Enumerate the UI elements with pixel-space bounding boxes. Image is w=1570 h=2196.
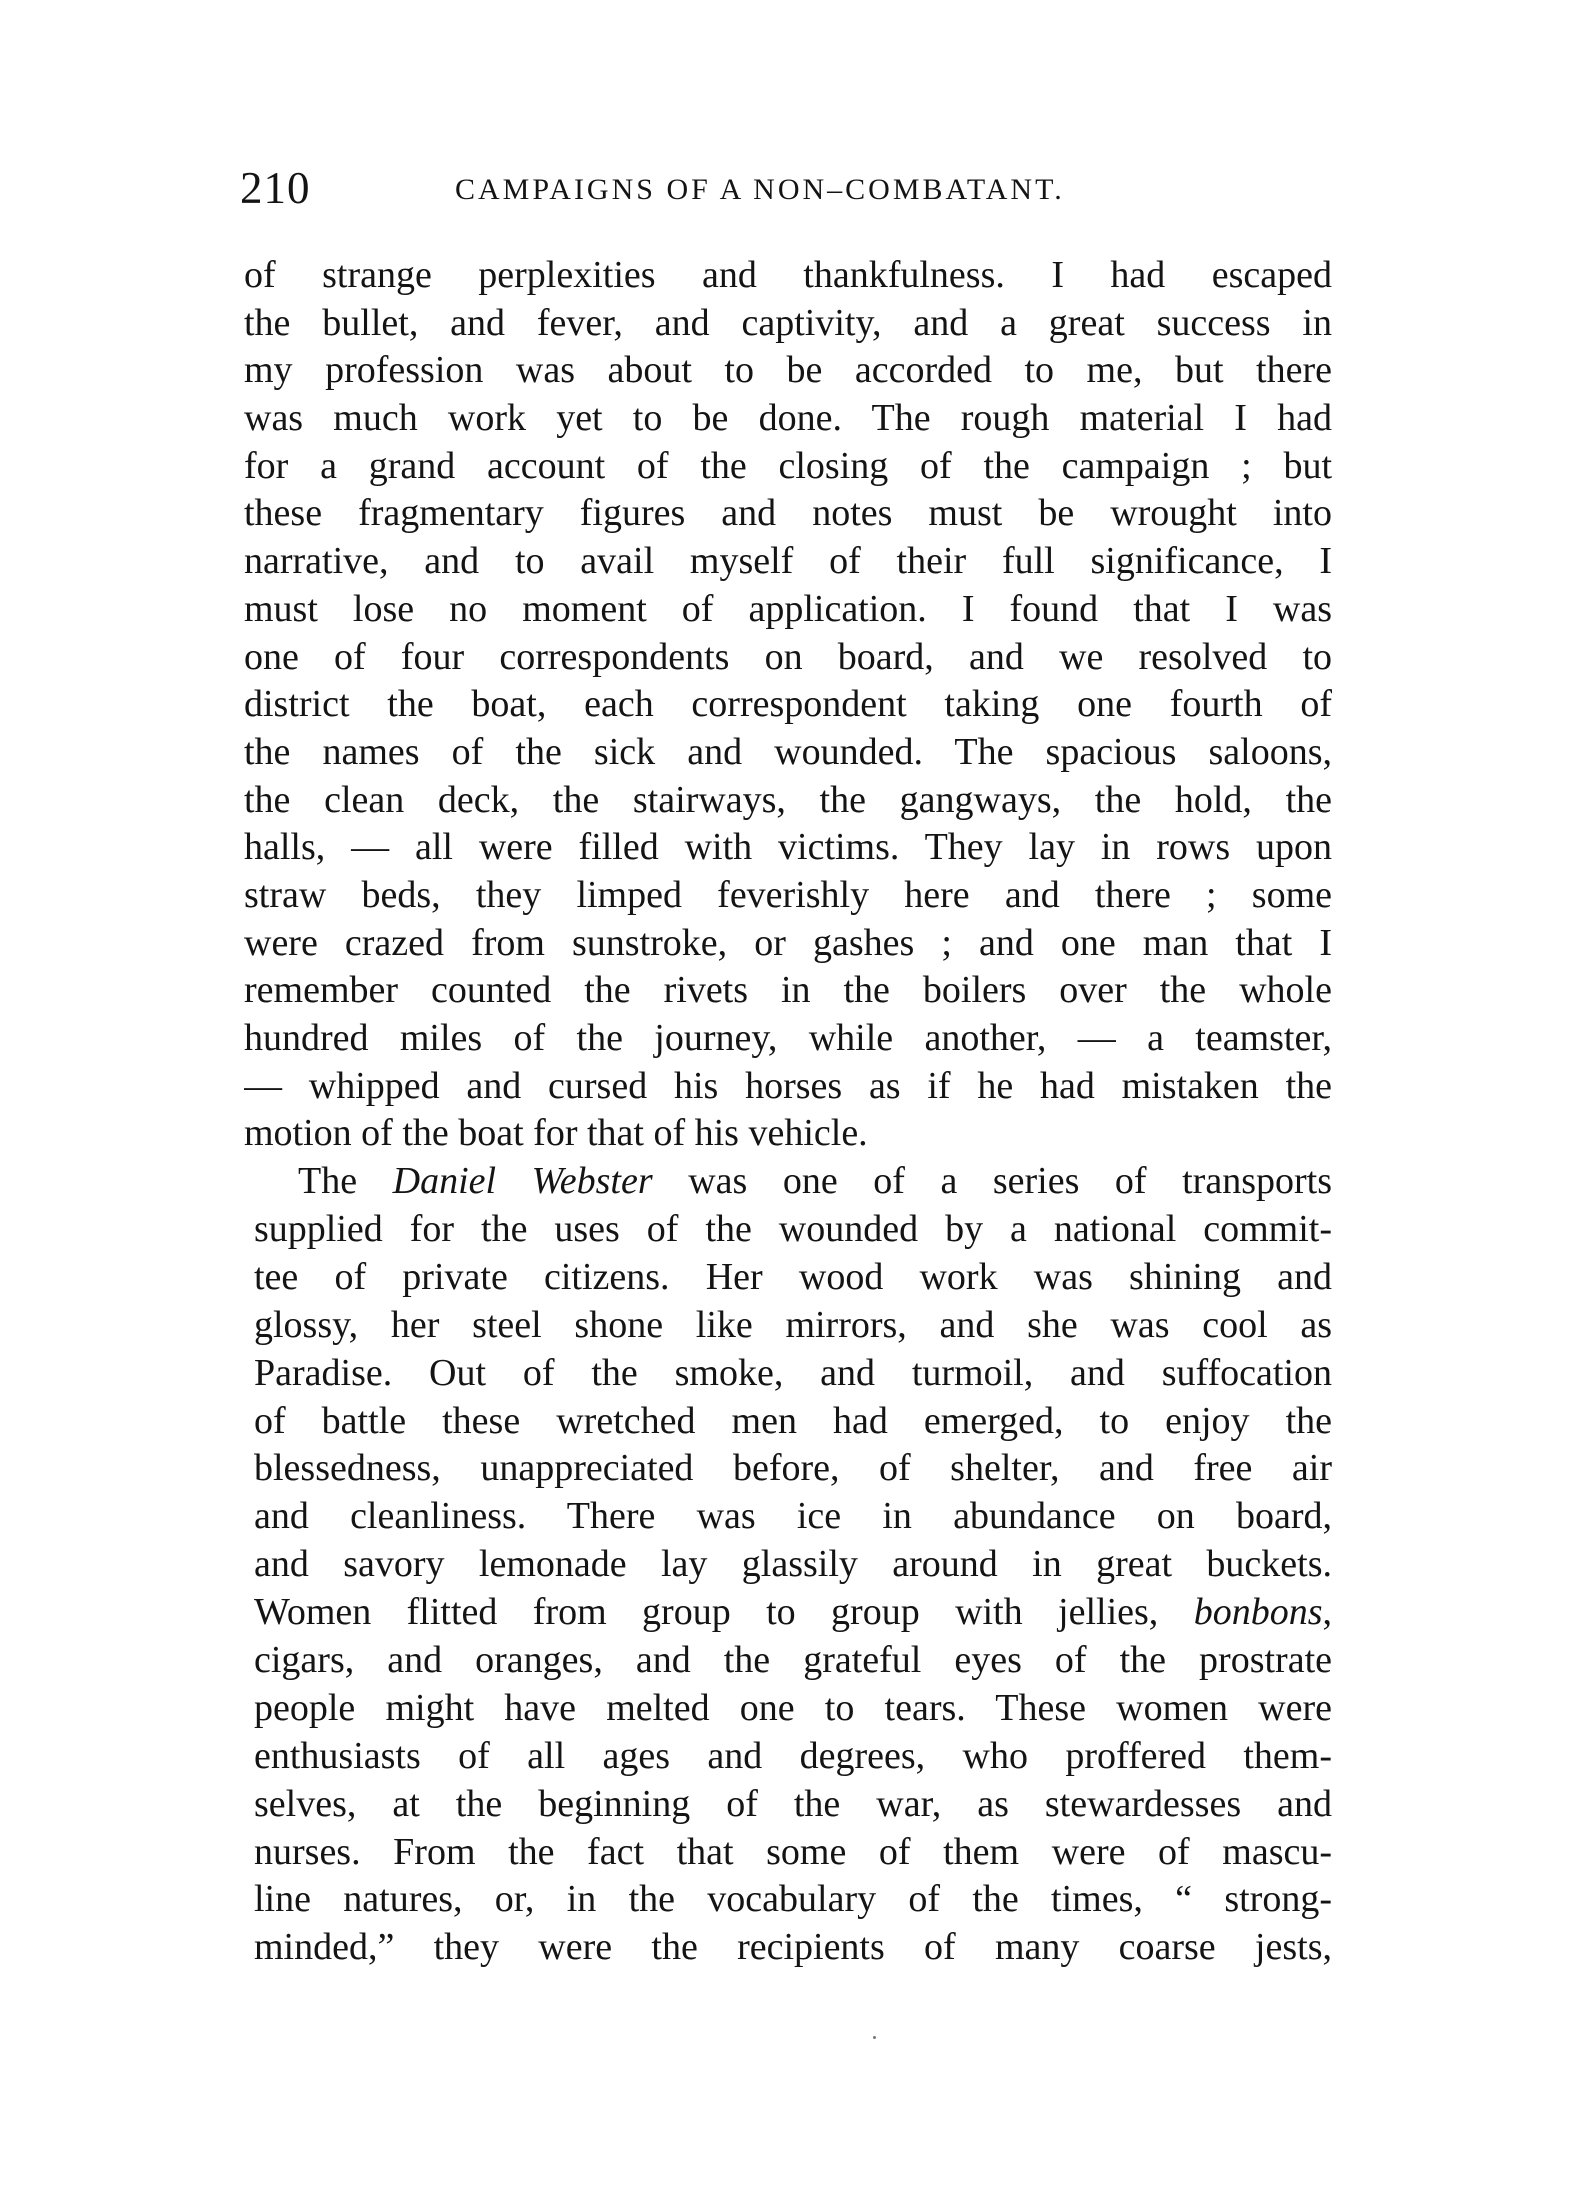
text-line: straw beds, they limped feverishly here and there ; some <box>244 873 1332 916</box>
text-line: district the boat, each correspondent taking one fourth of <box>244 683 1332 726</box>
running-title: CAMPAIGNS OF A NON–COMBATANT. <box>455 173 1065 206</box>
text-line: Women flitted from group to group with jellies, bonbons, <box>254 1591 1332 1634</box>
running-head <box>240 158 1340 218</box>
text-line: and savory lemonade lay glassily around in great buckets. <box>254 1543 1332 1586</box>
text-line: narrative, and to avail myself of their full significance, I <box>244 540 1332 583</box>
print-speck <box>873 2036 876 2039</box>
text-line: the bullet, and fever, and captivity, and a great success in <box>244 301 1332 344</box>
text-line: glossy, her steel shone like mirrors, and she was cool as <box>254 1303 1332 1346</box>
text-line: enthusiasts of all ages and degrees, who proffered them- <box>254 1734 1332 1777</box>
text-line: people might have melted one to tears. These women were <box>254 1686 1332 1729</box>
text-line: my profession was about to be accorded to me, but there <box>244 349 1332 392</box>
page-number: 210 <box>240 163 311 213</box>
body-text <box>244 252 1332 1972</box>
text-line: Paradise. Out of the smoke, and turmoil, and suffocation <box>254 1351 1332 1394</box>
text-line: was much work yet to be done. The rough material I had <box>244 397 1332 440</box>
text-line: — whipped and cursed his horses as if he had mistaken the <box>244 1064 1332 1107</box>
text-line: cigars, and oranges, and the grateful eyes of the prostrate <box>254 1638 1332 1681</box>
text-line: must lose no moment of application. I found that I was <box>244 587 1332 630</box>
text-line: nurses. From the fact that some of them were of mascu- <box>254 1830 1332 1873</box>
text-line: for a grand account of the closing of the campaign ; but <box>244 444 1332 487</box>
text-line: minded,” they were the recipients of many coarse jests, <box>254 1926 1332 1969</box>
text-line: supplied for the uses of the wounded by a national commit- <box>254 1207 1332 1250</box>
text-line: The Daniel Webster was one of a series of transports <box>298 1160 1332 1203</box>
text-line: halls, — all were filled with victims. They lay in rows upon <box>244 826 1332 869</box>
text-line: remember counted the rivets in the boilers over the whole <box>244 969 1332 1012</box>
text-line: tee of private citizens. Her wood work was shining and <box>254 1255 1332 1298</box>
paragraph <box>254 1158 1332 1972</box>
text-line: the clean deck, the stairways, the gangways, the hold, the <box>244 778 1332 821</box>
text-line: these fragmentary figures and notes must be wrought into <box>244 492 1332 535</box>
text-line: were crazed from sunstroke, or gashes ; and one man that I <box>244 921 1332 964</box>
text-line: motion of the boat for that of his vehicle. <box>244 1112 868 1155</box>
text-line: one of four correspondents on board, and we resolved to <box>244 635 1332 678</box>
paragraph <box>244 252 1332 1158</box>
text-line: the names of the sick and wounded. The spacious saloons, <box>244 730 1332 773</box>
text-line: of strange perplexities and thankfulness. I had escaped <box>244 254 1332 296</box>
text-line: blessedness, unappreciated before, of shelter, and free air <box>254 1447 1332 1490</box>
text-line: line natures, or, in the vocabulary of the times, “ strong- <box>254 1878 1332 1921</box>
text-line: selves, at the beginning of the war, as stewardesses and <box>254 1782 1332 1825</box>
text-line: and cleanliness. There was ice in abundance on board, <box>254 1495 1332 1538</box>
text-line: of battle these wretched men had emerged, to enjoy the <box>254 1399 1332 1442</box>
text-line: hundred miles of the journey, while another, — a teamster, <box>244 1017 1332 1059</box>
